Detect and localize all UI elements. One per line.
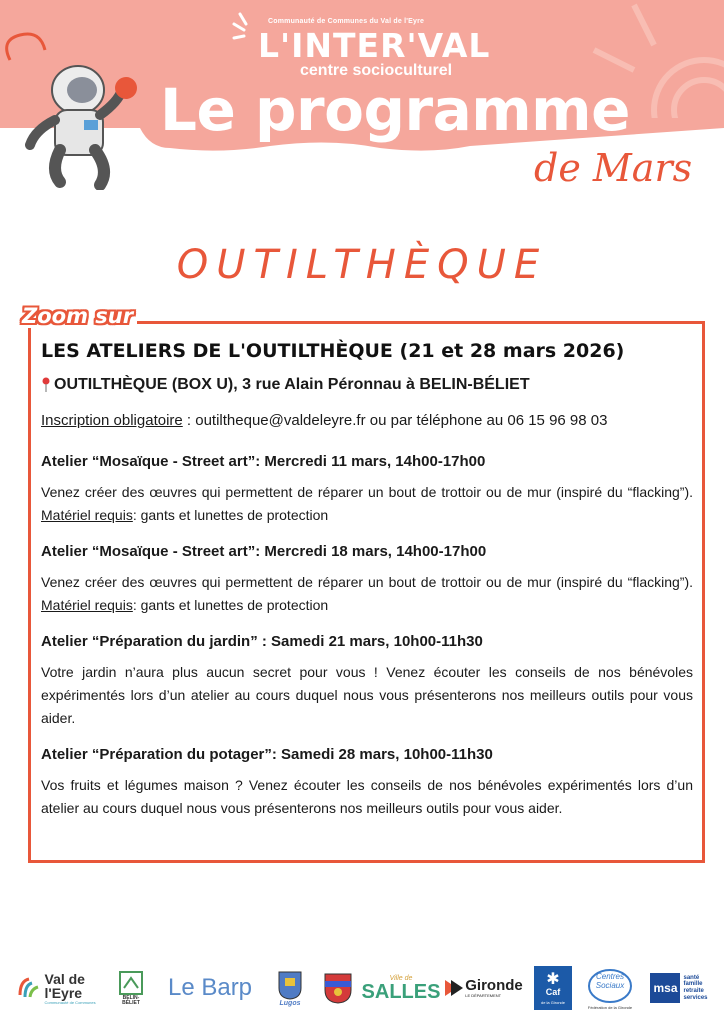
requirement-label: Matériel requis [41, 597, 133, 613]
atelier-item [41, 543, 693, 617]
svg-text:✱: ✱ [546, 969, 560, 988]
msa-text: msa [653, 981, 678, 995]
msa-line: santé [683, 974, 700, 981]
val-de-leyre-icon [16, 975, 42, 1001]
logo-gironde [440, 960, 526, 1016]
page-subtitle: de Mars [534, 146, 693, 190]
gironde-text: Gironde [465, 977, 523, 994]
atelier-description: Vos fruits et légumes maison ? Venez écouter les conseils de nos bénévoles expérimentés lors d’un atelier au cours duquel nous vous présenterons nos meilleurs outils pour vous aider. [41, 777, 693, 816]
requirement-text: : gants et lunettes de protection [132, 507, 329, 523]
msa-line: retraite [683, 988, 704, 994]
caf-text: Caf [545, 987, 561, 997]
zoom-tag: Zoom sur [18, 304, 137, 328]
box-heading: LES ATELIERS DE L'OUTILTHÈQUE (21 et 28 mars 2026) [41, 340, 625, 362]
blazon-icon [323, 972, 353, 1004]
atelier-description [41, 481, 693, 527]
page-title: Le programme [160, 76, 630, 144]
atelier-title: Atelier “Mosaïque - Street art”: Mercredi 18 mars, 14h00-17h00 [41, 543, 487, 560]
atelier-description: Votre jardin n’aura plus aucun secret pour vous ! Venez écouter les conseils de nos bénévoles expérimentés lors d’un atelier au cours duquel nous vous présenterons nos meilleurs outils pour vous aider. [41, 664, 693, 726]
atelier-title: Atelier “Préparation du jardin” : Samedi 21 mars, 10h00-11h30 [41, 633, 483, 650]
centres-sociaux-text: Centres Sociaux [595, 972, 625, 990]
inscription-details: : outiltheque@valdeleyre.fr ou par téléphone au 06 15 96 98 03 [182, 412, 608, 429]
requirement-text: : gants et lunettes de protection [132, 597, 329, 613]
org-name: L'INTER'VAL [258, 26, 491, 65]
logo-blazon [320, 960, 356, 1016]
msa-line: services [683, 994, 708, 1001]
logo-belin-beliet [114, 960, 148, 1016]
logo-caf [532, 960, 574, 1016]
logo-salles [361, 960, 441, 1016]
logo-le-barp [160, 960, 260, 1016]
atelier-desc-text: Venez créer des œuvres qui permettent de réparer un bout de trottoir ou de mur (inspiré du “flacking”). [41, 484, 693, 500]
logo-lugos [272, 960, 308, 1016]
atelier-desc-text: Venez créer des œuvres qui permettent de réparer un bout de trottoir ou de mur (inspiré du “flacking”). [41, 574, 693, 590]
org-community-label: Communauté de Communes du Val de l'Eyre [268, 18, 425, 25]
val-de-leyre-sub: Communauté de Communes [44, 999, 96, 1005]
caf-sub: de la Gironde [540, 1000, 565, 1005]
atelier-title: Atelier “Mosaïque - Street art”: Mercredi 11 mars, 14h00-17h00 [41, 453, 486, 470]
org-subtitle: centre socioculturel [300, 62, 453, 79]
belin-beliet-icon [118, 970, 144, 996]
address-line [41, 376, 693, 394]
msa-line: famille [683, 981, 703, 988]
astronaut-icon [0, 20, 150, 190]
gironde-sub: LE DÉPARTEMENT [465, 993, 502, 998]
logo-msa [644, 960, 714, 1016]
requirement-label: Matériel requis [41, 507, 133, 523]
centres-sociaux-sub: Fédération de la Gironde [587, 1004, 633, 1010]
partner-logos [0, 960, 724, 1020]
logo-centres-sociaux [584, 960, 636, 1016]
atelier-title: Atelier “Préparation du potager”: Samedi 28 mars, 10h00-11h30 [41, 746, 493, 763]
inscription-label: Inscription obligatoire [41, 412, 183, 429]
atelier-item [41, 633, 693, 730]
le-barp-text: Le Barp [167, 974, 253, 1001]
val-de-leyre-text: Val de l'Eyre [44, 970, 85, 1001]
address-text: OUTILTHÈQUE (BOX U), 3 rue Alain Péronnau à BELIN-BÉLIET [54, 376, 530, 393]
atelier-item [41, 746, 693, 820]
logo-val-de-leyre [14, 960, 104, 1016]
section-title: OUTILTHÈQUE [176, 242, 548, 288]
atelier-description [41, 571, 693, 617]
atelier-item [41, 453, 693, 527]
zoom-content [41, 340, 693, 836]
location-pin-icon [41, 377, 51, 393]
belin-beliet-text: BELIN-BÉLIET [122, 995, 140, 1006]
lugos-crest-icon [277, 970, 303, 1000]
lugos-text: Lugos [279, 999, 301, 1007]
salles-top-text: Ville de [389, 974, 413, 982]
salles-text: SALLES [361, 980, 441, 1003]
inscription-line [41, 412, 693, 429]
gironde-arrow-icon [443, 978, 463, 998]
